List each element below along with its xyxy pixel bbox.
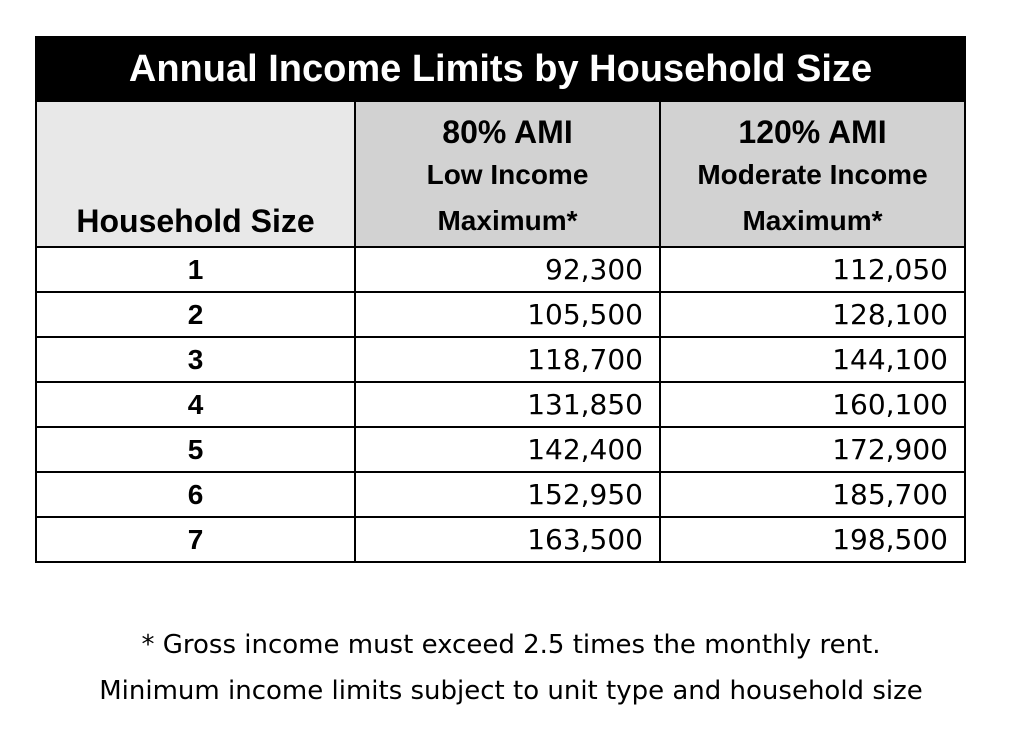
moderate-income-cell: 185,700 — [660, 472, 965, 517]
low-income-cell: 163,500 — [355, 517, 660, 562]
household-size-cell: 4 — [36, 382, 355, 427]
table-row — [36, 337, 965, 382]
household-size-cell: 3 — [36, 337, 355, 382]
header-row — [36, 101, 965, 247]
table-row — [36, 427, 965, 472]
table-row — [36, 472, 965, 517]
moderate-income-cell: 144,100 — [660, 337, 965, 382]
header-120-ami — [660, 101, 965, 247]
table-row — [36, 247, 965, 292]
moderate-income-cell: 112,050 — [660, 247, 965, 292]
income-limits-table — [35, 36, 966, 563]
header-80-ami-line1: Low Income — [426, 159, 589, 190]
header-120-ami-pct: 120% AMI — [738, 114, 887, 150]
low-income-cell: 152,950 — [355, 472, 660, 517]
low-income-cell: 118,700 — [355, 337, 660, 382]
low-income-cell: 105,500 — [355, 292, 660, 337]
header-household-size: Household Size — [36, 101, 355, 247]
low-income-cell: 131,850 — [355, 382, 660, 427]
household-size-cell: 2 — [36, 292, 355, 337]
low-income-cell: 142,400 — [355, 427, 660, 472]
household-size-cell: 1 — [36, 247, 355, 292]
household-size-cell: 5 — [36, 427, 355, 472]
moderate-income-cell: 128,100 — [660, 292, 965, 337]
moderate-income-cell: 198,500 — [660, 517, 965, 562]
header-120-ami-line1: Moderate Income — [697, 159, 928, 190]
table-row — [36, 292, 965, 337]
header-120-ami-line2: Maximum* — [742, 205, 883, 236]
header-80-ami-pct: 80% AMI — [442, 114, 573, 150]
low-income-cell: 92,300 — [355, 247, 660, 292]
table-row — [36, 517, 965, 562]
header-80-ami — [355, 101, 660, 247]
household-size-cell: 6 — [36, 472, 355, 517]
title-row — [36, 37, 965, 101]
moderate-income-cell: 172,900 — [660, 427, 965, 472]
header-80-ami-line2: Maximum* — [437, 205, 578, 236]
moderate-income-cell: 160,100 — [660, 382, 965, 427]
table-title: Annual Income Limits by Household Size — [36, 37, 965, 101]
household-size-cell: 7 — [36, 517, 355, 562]
footnote-minimum-income: Minimum income limits subject to unit type and household size — [99, 676, 923, 706]
table-row — [36, 382, 965, 427]
footnote-gross-income: * Gross income must exceed 2.5 times the monthly rent. — [141, 630, 881, 660]
